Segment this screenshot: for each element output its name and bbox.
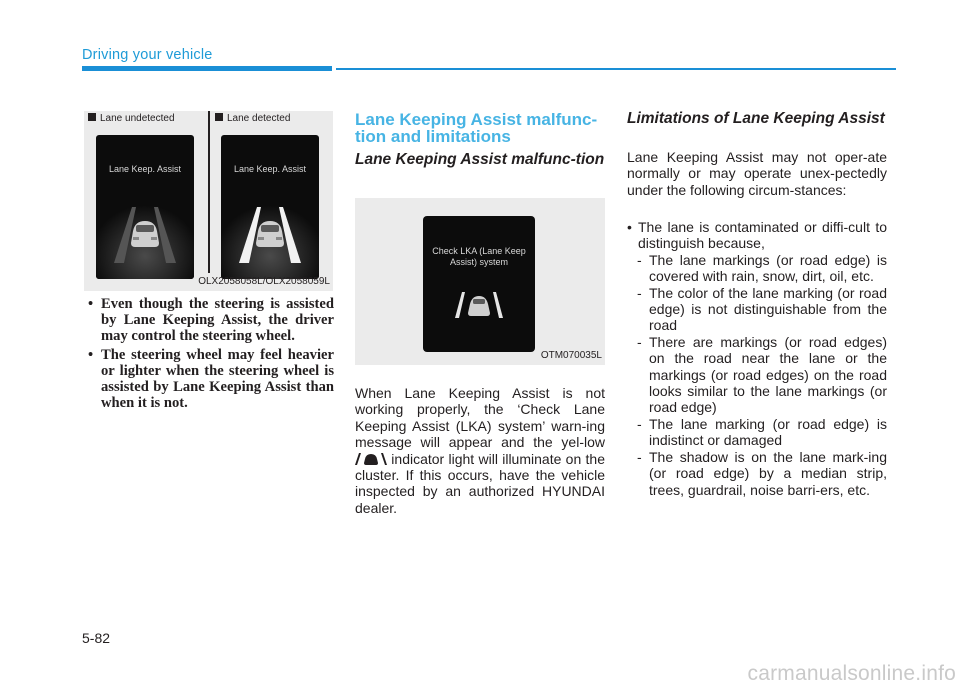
panel-title: Lane Keep. Assist [233, 164, 307, 174]
list-item-text: Even though the steering is assisted by Lane Keeping Assist, the driver may control the steering wheel. [101, 296, 334, 345]
list-item-text: The steering wheel may feel heavier or lighter when the steering wheel is assisted by Lane Keeping Assist than when it is not. [101, 346, 334, 412]
lane-detected-caption [215, 113, 290, 124]
sub-item-text: The lane marking (or road edge) is indistinct or damaged [649, 415, 887, 449]
section-title: Driving your vehicle [82, 47, 213, 63]
page-number: 5-82 [82, 630, 111, 646]
sub-item-text: There are markings (or road edges) on the road near the lane or the markings (or road edges) on the road looks similar to the lane markings (or road edge) [649, 333, 887, 416]
watermark: carmanualsonline.info [747, 662, 956, 685]
malfunction-paragraph [355, 385, 605, 516]
section-heading-malfunction: Lane Keeping Assist malfunc-tion and limitations [355, 110, 598, 146]
cluster-panel-detected [221, 135, 319, 279]
figure-code: OLX2058058L/OLX2058059L [198, 276, 330, 287]
limitations-intro: Lane Keeping Assist may not oper-ate normally or may operate unex-pectedly under the following circum-stances: [627, 149, 887, 198]
list-item: • Even though the steering is assisted by Lane Keeping Assist, the driver may control the steering wheel. [88, 296, 334, 345]
sub-list-item: - The lane markings (or road edge) is covered with rain, snow, dirt, oil, etc. [637, 251, 887, 285]
figure-code: OTM070035L [540, 350, 602, 361]
warning-message: Check LKA (Lane Keep Assist) system [432, 246, 526, 267]
sub-item-text: The shadow is on the lane mark-ing (or road edge) by a median strip, trees, guardrail, noise barri-ers, etc. [649, 448, 887, 498]
lka-indicator-icon [455, 290, 503, 320]
sub-list-item: - The shadow is on the lane mark-ing (or road edge) by a median strip, trees, guardrail, noise barri-ers, etc. [637, 448, 887, 498]
list-item: • The steering wheel may feel heavier or lighter when the steering wheel is assisted by Lane Keeping Assist than when it is not. [88, 346, 334, 412]
square-bullet-icon [88, 113, 96, 121]
lane-detection-figure [84, 111, 333, 291]
header-rule-thick [82, 66, 332, 71]
figure-divider [208, 111, 210, 273]
sub-list-item: - The color of the lane marking (or road edge) is not distinguishable from the road [637, 284, 887, 334]
lane-undetected-graphic [96, 135, 194, 279]
sub-item-text: The lane markings (or road edge) is covered with rain, snow, dirt, oil, etc. [649, 251, 887, 285]
paragraph-text: When Lane Keeping Assist is not working properly, the ‘Check Lane Keeping Assist (LKA) system’ warn-ing message will appear and the yel-low [355, 385, 605, 451]
lka-indicator-inline-icon [355, 452, 387, 466]
sub-list-item: - There are markings (or road edges) on the road near the lane or the markings (or road edges) on the road looks similar to the lane markings (or road edge) [637, 333, 887, 416]
list-item: • The lane is contaminated or diffi-cult to distinguish because, [627, 219, 887, 252]
caption-text: Lane undetected [100, 113, 175, 124]
lka-warning-figure [355, 198, 605, 365]
list-item-text: The lane is contaminated or diffi-cult to distinguish because, [638, 219, 887, 252]
square-bullet-icon [215, 113, 223, 121]
sub-item-text: The color of the lane marking (or road edge) is not distinguishable from the road [649, 284, 887, 334]
limitations-list [627, 219, 887, 498]
subheading-malfunction: Lane Keeping Assist malfunc-tion [355, 151, 605, 168]
cluster-panel-undetected [96, 135, 194, 279]
lane-undetected-caption [88, 113, 175, 124]
header-rule-thin [336, 68, 896, 70]
sub-list-item: - The lane marking (or road edge) is indistinct or damaged [637, 415, 887, 449]
column1-bullets [88, 296, 334, 413]
panel-title: Lane Keep. Assist [108, 164, 182, 174]
subheading-limitations: Limitations of Lane Keeping Assist [627, 110, 885, 127]
paragraph-text: indicator light will illuminate on the cluster. If this occurs, have the vehicle inspected by an authorized HYUNDAI dealer. [355, 450, 605, 516]
cluster-display [423, 216, 535, 352]
lane-detected-graphic [221, 135, 319, 279]
caption-text: Lane detected [227, 113, 291, 124]
